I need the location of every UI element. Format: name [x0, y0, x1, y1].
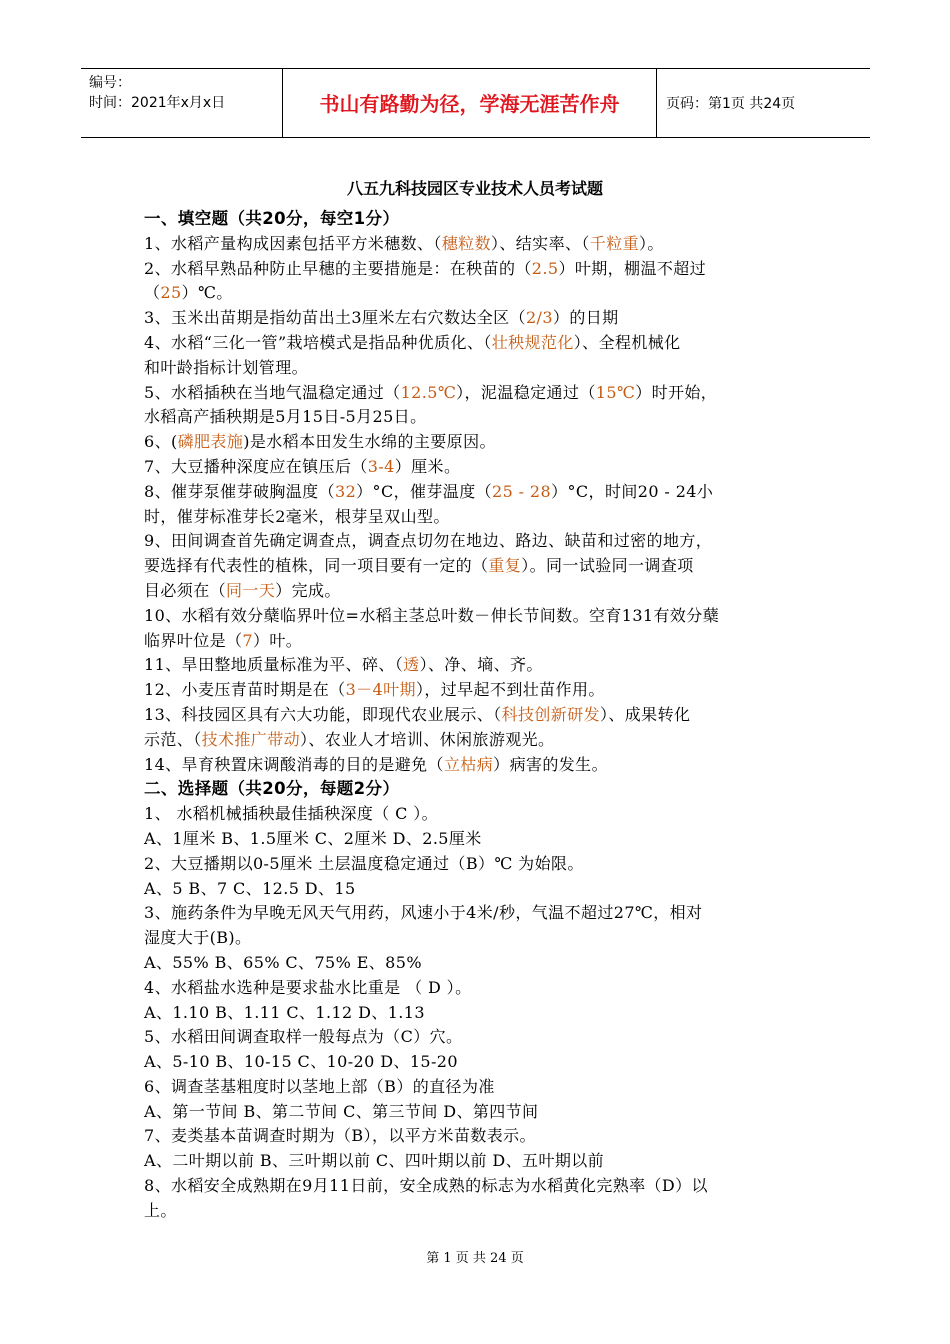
- question-line: 水稻高产插秧期是5月15日-5月25日。: [144, 407, 427, 427]
- answer: 2.5: [531, 258, 559, 278]
- question-line: （25）℃。: [144, 283, 233, 303]
- question-line: 7、大豆播种深度应在镇压后（3-4）厘米。: [144, 456, 461, 476]
- question-line: 4、水稻盐水选种是要求盐水比重是 （ D ）。: [144, 977, 472, 997]
- question-line: 8、水稻安全成熟期在9月11日前，安全成熟的标志为水稻黄化完熟率（D）以: [144, 1176, 708, 1196]
- exam-content: [144, 207, 814, 1224]
- question-line: 临界叶位是（7）叶。: [144, 630, 303, 650]
- question-line: 2、水稻早熟品种防止早穗的主要措施是：在秧苗的（2.5）叶期，棚温不超过: [144, 258, 707, 278]
- options-line: A、55% B、65% C、75% E、85%: [144, 952, 422, 972]
- question-line: 12、小麦压青苗时期是在（3－4叶期），过早起不到壮苗作用。: [144, 680, 605, 700]
- question-line: 3、施药条件为早晚无风天气用药，风速小于4米/秒，气温不超过27℃，相对: [144, 903, 703, 923]
- question-line: 2、大豆播期以0-5厘米 土层温度稳定通过（B）℃ 为始限。: [144, 853, 584, 873]
- header-divider: [656, 69, 657, 137]
- options-line: A、第一节间 B、第二节间 C、第三节间 D、第四节间: [144, 1101, 539, 1121]
- answer: 穗粒数: [441, 233, 491, 253]
- question-line: 上。: [144, 1200, 177, 1220]
- section-heading: 一、填空题（共20分，每空1分）: [144, 209, 400, 228]
- answer: 立枯病: [443, 754, 494, 774]
- answer: 32: [334, 481, 357, 501]
- answer: 3－4叶期: [345, 680, 416, 700]
- question-line: 13、科技园区具有六大功能，即现代农业展示、（科技创新研发）、成果转化: [144, 704, 691, 724]
- header-table: [81, 68, 870, 138]
- question-line: 1、水稻产量构成因素包括平方米穗数、（穗粒数）、结实率、（千粒重）。: [144, 233, 664, 253]
- answer: 3-4: [367, 456, 395, 476]
- answer: 透: [403, 655, 420, 675]
- page-footer: 第 1 页 共 24 页: [426, 1251, 524, 1266]
- header-motto: 书山有路勤为径，学海无涯苦作舟: [319, 92, 620, 116]
- question-line: 湿度大于(B)。: [144, 928, 252, 948]
- question-line: 10、水稻有效分蘖临界叶位=水稻主茎总叶数－伸长节间数。空育131有效分蘖: [144, 605, 720, 625]
- options-line: A、1厘米 B、1.5厘米 C、2厘米 D、2.5厘米: [144, 828, 482, 848]
- question-line: 3、玉米出苗期是指幼苗出土3厘米左右穴数达全区（2/3）的日期: [144, 308, 619, 328]
- answer: 科技创新研发: [501, 704, 600, 724]
- question-line: 4、水稻“三化一管”栽培模式是指品种优质化、（壮秧规范化）、全程机械化: [144, 332, 681, 352]
- answer: 同一天: [226, 580, 276, 600]
- question-line: 7、麦类基本苗调查时期为（B），以平方米苗数表示。: [144, 1126, 536, 1146]
- options-line: A、5 B、7 C、12.5 D、15: [144, 878, 356, 898]
- answer: 12.5℃: [400, 382, 457, 402]
- question-line: 和叶龄指标计划管理。: [144, 357, 309, 377]
- options-line: A、二叶期以前 B、三叶期以前 C、四叶期以前 D、五叶期以前: [144, 1151, 605, 1171]
- header-page-info: 页码：第1页 共24页: [666, 96, 796, 112]
- question-line: 目必须在（同一天）完成。: [144, 580, 341, 600]
- question-line: 要选择有代表性的植株，同一项目要有一定的（重复）。同一试验同一调查项: [144, 556, 694, 576]
- answer: 7: [242, 630, 253, 650]
- question-line: 时，催芽标准芽长2毫米，根芽呈双山型。: [144, 506, 450, 526]
- answer: 25 - 28: [492, 481, 552, 501]
- question-line: 14、旱育秧置床调酸消毒的目的是避免（立枯病）病害的发生。: [144, 754, 608, 774]
- exam-title: 八五九科技园区专业技术人员考试题: [346, 179, 603, 198]
- answer: 磷肥表施: [177, 432, 244, 452]
- answer: 千粒重: [589, 233, 639, 253]
- header-meta: [89, 73, 279, 113]
- answer: 技术推广带动: [201, 729, 301, 749]
- question-line: 6、调查茎基粗度时以茎地上部（B）的直径为准: [144, 1076, 495, 1096]
- time-label: 时间：2021年x月x日: [89, 95, 226, 111]
- answer: 2/3: [525, 308, 553, 328]
- question-line: 1、 水稻机械插秧最佳插秧深度（ C ）。: [144, 804, 439, 824]
- question-line: 11、旱田整地质量标准为平、碎、（透）、净、墒、齐。: [144, 655, 543, 675]
- options-line: A、5-10 B、10-15 C、10-20 D、15-20: [144, 1052, 458, 1072]
- question-line: 示范、（技术推广带动）、农业人才培训、休闲旅游观光。: [144, 729, 555, 749]
- question-line: 8、催芽泵催芽破胸温度（32）°C，催芽温度（25 - 28）°C，时间20 - 24小: [144, 481, 714, 501]
- options-line: A、1.10 B、1.11 C、1.12 D、1.13: [144, 1002, 425, 1022]
- answer: 壮秧规范化: [491, 332, 574, 352]
- number-label: 编号：: [89, 75, 131, 91]
- answer: 重复: [488, 556, 522, 576]
- question-line: 9、田间调查首先确定调查点，调查点切勿在地边、路边、缺苗和过密的地方，: [144, 531, 713, 551]
- section-heading: 二、选择题（共20分，每题2分）: [144, 779, 400, 799]
- answer: 15℃: [595, 382, 636, 402]
- answer: 25: [160, 283, 182, 303]
- question-line: 5、水稻田间调查取样一般每点为（C）穴。: [144, 1027, 463, 1047]
- question-line: 5、水稻插秧在当地气温稳定通过（12.5℃），泥温稳定通过（15℃）时开始，: [144, 382, 718, 402]
- question-line: 6、(磷肥表施)是水稻本田发生水绵的主要原因。: [144, 432, 496, 452]
